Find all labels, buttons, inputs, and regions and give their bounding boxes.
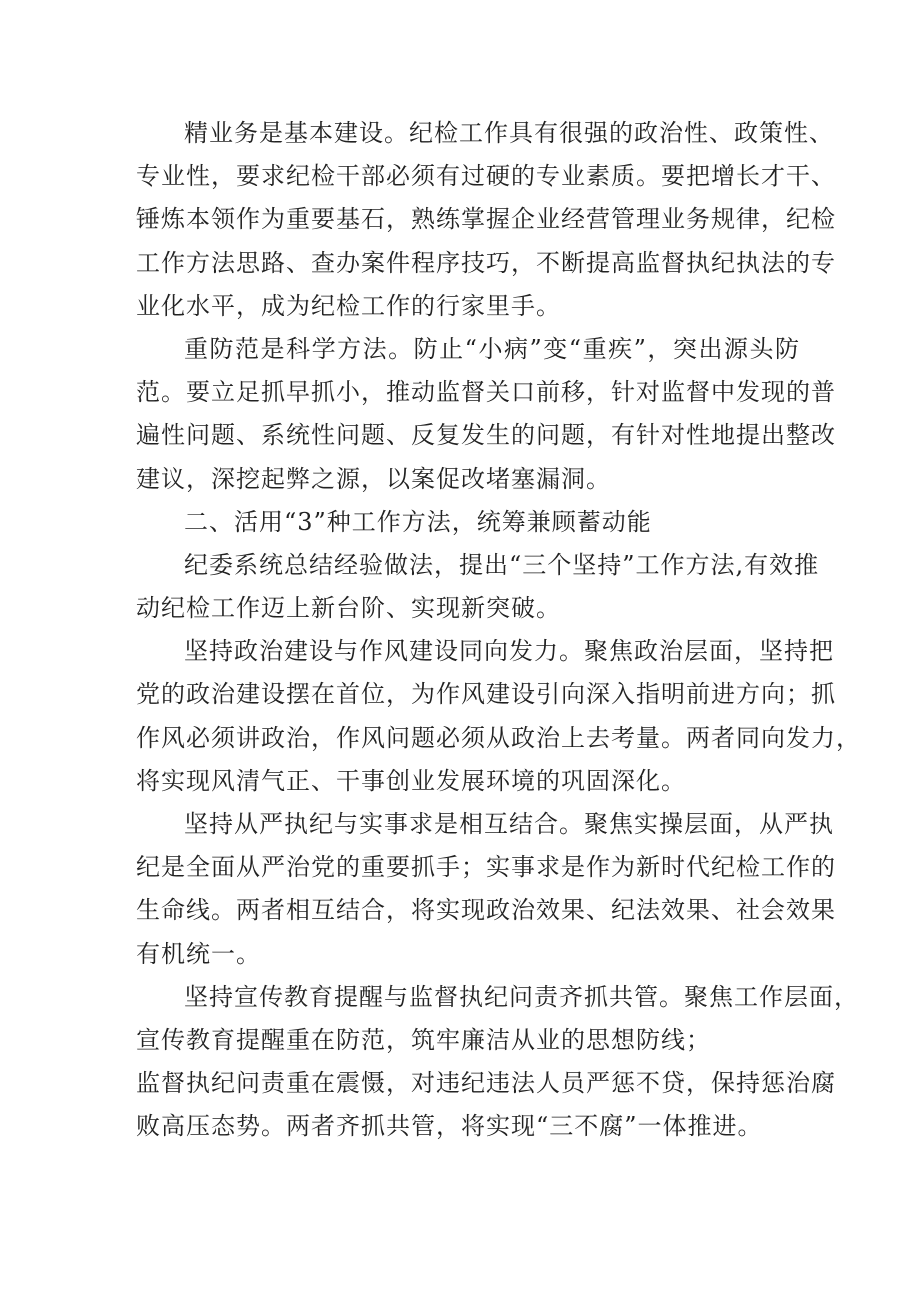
text-line: 坚持宣传教育提醒与监督执纪问责齐抓共管。聚焦工作层面， [184,982,859,1011]
text-line: 监督执纪问责重在震慑，对违纪违法人员严惩不贷，保持惩治腐 [136,1069,836,1098]
text-line: 重防范是科学方法。防止“小病”变“重疾”，突出源头防 [184,334,800,363]
document-body [136,112,861,1149]
text-line: 生命线。两者相互结合，将实现政治效果、纪法效果、社会效果 [136,896,836,925]
text-line: 二、活用“3”种工作方法，统筹兼顾蓄动能 [184,507,652,536]
text-line: 遍性问题、系统性问题、反复发生的问题，有针对性地提出整改 [136,421,836,450]
text-line: 精业务是基本建设。纪检工作具有很强的政治性、政策性、 [184,119,834,147]
text-line: 动纪检工作迈上新台阶、实现新突破。 [136,594,561,623]
text-line: 工作方法思路、查办案件程序技巧，不断提高监督执纪执法的专 [136,248,836,277]
text-line: 业化水平，成为纪检工作的行家里手。 [136,291,561,320]
text-line: 专业性，要求纪检干部必须有过硬的专业素质。要把增长才干、 [136,162,836,191]
text-line: 宣传教育提醒重在防范，筑牢廉洁从业的思想防线； [136,1025,711,1054]
text-line: 将实现风清气正、干事创业发展环境的巩固深化。 [136,766,686,795]
text-line: 锤炼本领作为重要基石，熟练掌握企业经营管理业务规律，纪检 [136,205,836,234]
text-line: 建议，深挖起弊之源，以案促改堵塞漏洞。 [136,464,611,493]
text-line: 纪委系统总结经验做法，提出“三个坚持”工作方法,有效推 [184,550,820,579]
text-line: 坚持政治建设与作风建设同向发力。聚焦政治层面，坚持把 [184,637,834,666]
text-line: 败高压态势。两者齐抓共管，将实现“三不腐”一体推进。 [136,1112,763,1141]
text-line: 作风必须讲政治，作风问题必须从政治上去考量。两者同向发力， [136,723,861,752]
text-line: 有机统一。 [136,939,261,968]
text-line: 党的政治建设摆在首位，为作风建设引向深入指明前进方向；抓 [136,680,836,709]
text-line: 坚持从严执纪与实事求是相互结合。聚焦实操层面，从严执 [184,810,834,838]
text-line: 纪是全面从严治党的重要抓手；实事求是作为新时代纪检工作的 [136,853,836,882]
text-line: 范。要立足抓早抓小，推动监督关口前移，针对监督中发现的普 [136,378,836,407]
